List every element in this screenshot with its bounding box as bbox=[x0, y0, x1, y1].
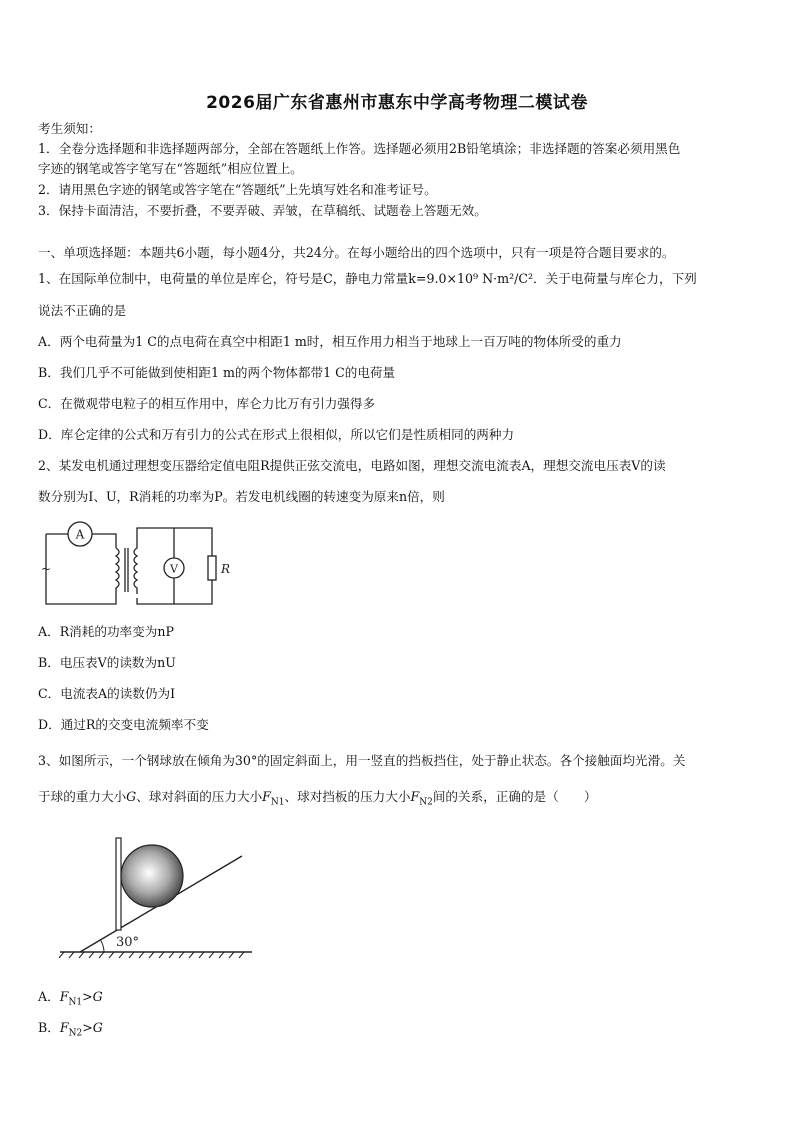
page-title: 2026届广东省惠州市惠东中学高考物理二模试卷 bbox=[206, 93, 588, 113]
q1-option-b: B．我们几乎不可能做到使相距1 m的两个物体都带1 C的电荷量 bbox=[38, 365, 396, 380]
q3-option-a: A．$F_{N1}>G$ bbox=[38, 989, 103, 1008]
q1-stem-line1: 1、在国际单位制中，电荷量的单位是库仑，符号是C，静电力常量k=9.0×10⁹ N·m²/C²．关于电荷量与库仑力，下列 bbox=[38, 271, 697, 286]
q1-option-c: C．在微观带电粒子的相互作用中，库仑力比万有引力强得多 bbox=[38, 396, 376, 411]
q1-option-d: D．库仑定律的公式和万有引力的公式在形式上很相似，所以它们是性质相同的两种力 bbox=[38, 427, 515, 442]
q2-option-b: B．电压表V的读数为nU bbox=[38, 655, 176, 670]
q2-option-a: A．R消耗的功率变为nP bbox=[38, 624, 174, 639]
ammeter-label: A bbox=[75, 527, 85, 542]
notice-item-1: 1．全卷分选择题和非选择题两部分，全部在答题纸上作答。选择题必须用2B铅笔填涂；非选择题的答案必须用黑色 bbox=[38, 141, 681, 156]
voltmeter-label: V bbox=[170, 562, 178, 576]
q3-stem-line1: 3、如图所示，一个钢球放在倾角为30°的固定斜面上，用一竖直的挡板挡住，处于静止状态。各个接触面均光滑。关 bbox=[38, 753, 686, 768]
ac-source-symbol: ~ bbox=[40, 562, 52, 576]
q2-stem-line1: 2、某发电机通过理想变压器给定值电阻R提供正弦交流电，电路如图，理想交流电流表A，理想交流电压表V的读 bbox=[38, 458, 666, 473]
q2-circuit-diagram bbox=[40, 522, 231, 610]
q3-stem-line2: 于球的重力大小G、球对斜面的压力大小$F_{N1}$、球对挡板的压力大小$F_{N2}$间的关系，正确的是（ ） bbox=[38, 789, 597, 808]
q1-option-a: A．两个电荷量为1 C的点电荷在真空中相距1 m时，相互作用力相当于地球上一百万吨的物体所受的重力 bbox=[38, 334, 622, 349]
notice-item-1-cont: 字迹的钢笔或答字笔写在“答题纸”相应位置上。 bbox=[38, 161, 303, 176]
section-heading: 一、单项选择题：本题共6小题，每小题4分，共24分。在每小题给出的四个选项中，只有一项是符合题目要求的。 bbox=[38, 245, 675, 260]
q1-stem-line2: 说法不正确的是 bbox=[38, 303, 127, 318]
q2-option-d: D．通过R的交变电流频率不变 bbox=[38, 717, 209, 732]
resistor-label: R bbox=[221, 562, 231, 576]
angle-label: 30° bbox=[116, 935, 140, 950]
notice-item-2: 2．请用黑色字迹的钢笔或答字笔在“答题纸”上先填写姓名和准考证号。 bbox=[38, 182, 437, 197]
notice-item-3: 3．保持卡面清洁，不要折叠，不要弄破、弄皱，在草稿纸、试题卷上答题无效。 bbox=[38, 203, 487, 218]
notice-heading: 考生须知： bbox=[38, 121, 101, 136]
q3-incline-diagram bbox=[56, 832, 256, 962]
q2-option-c: C．电流表A的读数仍为I bbox=[38, 686, 176, 701]
q3-option-b: B．$F_{N2}>G$ bbox=[38, 1020, 103, 1039]
q2-stem-line2: 数分别为I、U，R消耗的功率为P。若发电机线圈的转速变为原来n倍，则 bbox=[38, 489, 445, 504]
